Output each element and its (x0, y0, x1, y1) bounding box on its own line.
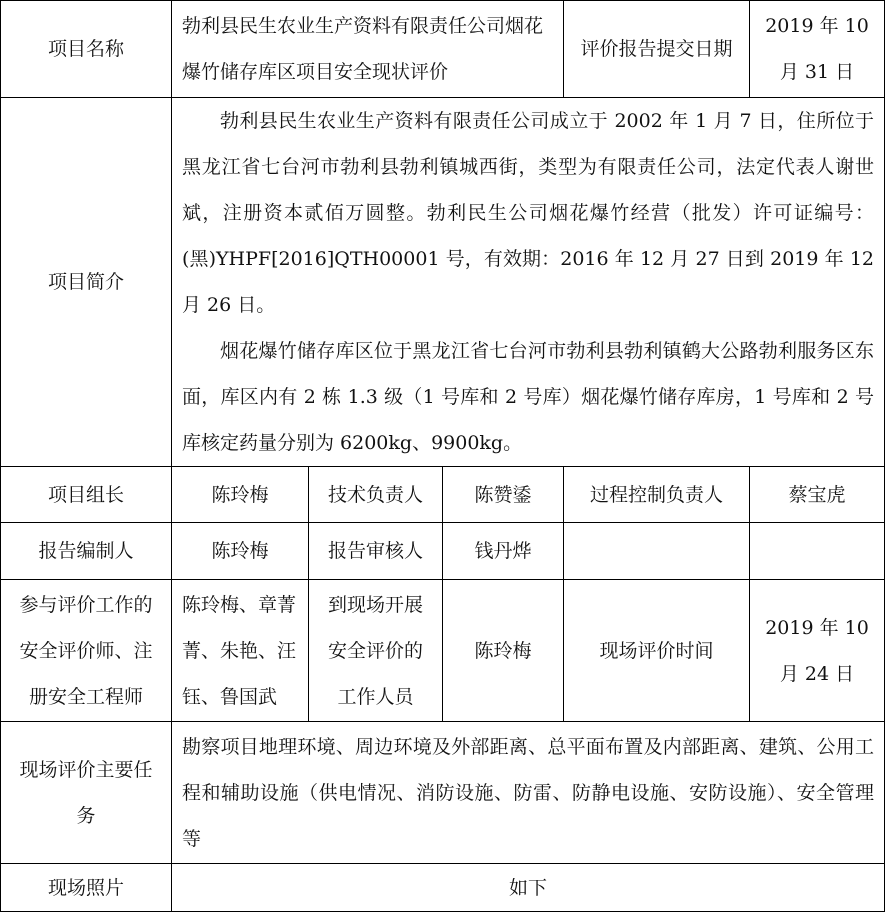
project-intro-label: 项目简介 (1, 98, 172, 467)
report-author-value: 陈玲梅 (172, 523, 309, 580)
team-leader-value: 陈玲梅 (172, 467, 309, 523)
intro-paragraph-storage: 烟花爆竹储存库区位于黑龙江省七台河市勃利县勃利镇鹤大公路勃利服务区东面，库区内有 2 栋 1.3 级（1 号库和 2 号库）烟花爆竹储存库房，1 号库和 2 号库核定药量分别为 6200kg、9900kg。 (182, 340, 875, 454)
onsite-time-label: 现场评价时间 (564, 580, 750, 722)
row-project-intro (1, 98, 885, 467)
report-date-value: 2019 年 10 月 31 日 (750, 1, 885, 98)
intro-paragraph-company: 勃利县民生农业生产资料有限责任公司成立于 2002 年 1 月 7 日，住所位于黑龙江省七台河市勃利县勃利镇城西街，类型为有限责任公司，法定代表人谢世斌，注册资本贰佰万圆整。勃利民生公司烟花爆竹经营（批发）许可证编号：(黑)YHPF[2016]QTH00001 号，有效期：2016 年 12 月 27 日到 2019 年 12 月 26 日。 (182, 110, 875, 316)
onsite-staff-label: 到现场开展安全评价的工作人员 (309, 580, 443, 722)
row-project-name (1, 1, 885, 98)
row-onsite-photos (1, 864, 885, 912)
onsite-photos-value: 如下 (172, 864, 885, 912)
project-name-value: 勃利县民生农业生产资料有限责任公司烟花爆竹储存库区项目安全现状评价 (172, 1, 564, 98)
onsite-time-value: 2019 年 10 月 24 日 (750, 580, 885, 722)
report-date-label: 评价报告提交日期 (564, 1, 750, 98)
participants-label: 参与评价工作的安全评价师、注册安全工程师 (1, 580, 172, 722)
project-name-label: 项目名称 (1, 1, 172, 98)
report-reviewer-label: 报告审核人 (309, 523, 443, 580)
onsite-staff-value: 陈玲梅 (443, 580, 564, 722)
row-participants (1, 580, 885, 722)
onsite-tasks-value: 勘察项目地理环境、周边环境及外部距离、总平面布置及内部距离、建筑、公用工程和辅助设施（供电情况、消防设施、防雷、防静电设施、安防设施）、安全管理等 (172, 722, 885, 864)
report-reviewer-value: 钱丹烨 (443, 523, 564, 580)
report-author-label: 报告编制人 (1, 523, 172, 580)
participants-value: 陈玲梅、章菁菁、朱艳、汪钰、鲁国武 (172, 580, 309, 722)
project-intro-content (172, 98, 885, 467)
onsite-photos-label: 现场照片 (1, 864, 172, 912)
team-leader-label: 项目组长 (1, 467, 172, 523)
row-report-author (1, 523, 885, 580)
tech-lead-label: 技术负责人 (309, 467, 443, 523)
process-control-label: 过程控制负责人 (564, 467, 750, 523)
empty-cell (750, 523, 885, 580)
tech-lead-value: 陈赞鋈 (443, 467, 564, 523)
process-control-value: 蔡宝虎 (750, 467, 885, 523)
row-team-leader (1, 467, 885, 523)
empty-cell (564, 523, 750, 580)
row-onsite-tasks (1, 722, 885, 864)
onsite-tasks-label: 现场评价主要任务 (1, 722, 172, 864)
